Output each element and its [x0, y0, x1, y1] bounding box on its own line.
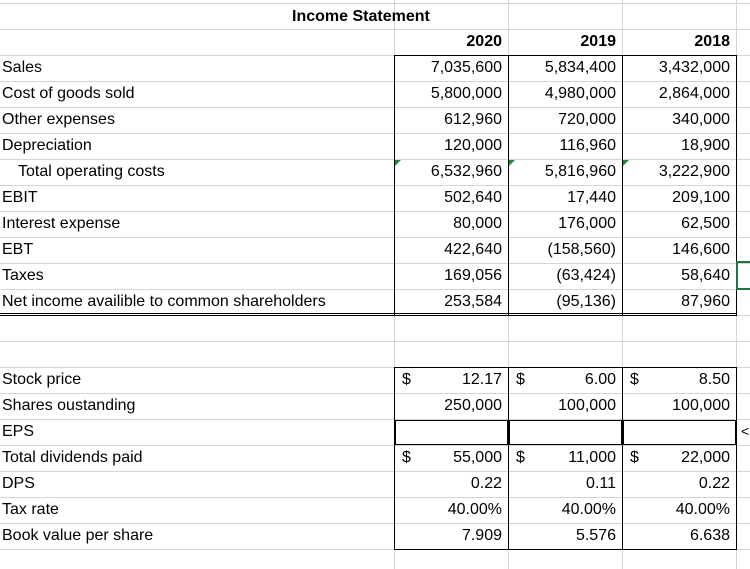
row-label-shares-outstanding[interactable]: Shares oustanding — [2, 397, 136, 414]
cell-depreciation-2019[interactable]: 116,960 — [559, 137, 616, 154]
currency-symbol: $ — [516, 371, 525, 388]
cell-taxes-2019[interactable]: (63,424) — [556, 267, 616, 284]
cell-border-box — [508, 55, 623, 316]
cell-ebit-2018[interactable]: 209,100 — [672, 189, 730, 206]
cell-other-expenses-2018[interactable]: 340,000 — [672, 111, 730, 128]
row-label-net-income[interactable]: Net income availible to common shareholders — [2, 293, 326, 310]
cell-border-box — [622, 55, 737, 316]
row-label-stock-price[interactable]: Stock price — [2, 371, 82, 388]
overflow-indicator: < — [741, 423, 750, 439]
cell-dps-2020[interactable]: 0.22 — [470, 475, 502, 492]
cell-other-expenses-2020[interactable]: 612,960 — [444, 111, 502, 128]
error-indicator-icon[interactable] — [509, 160, 515, 166]
cell-interest-expense-2018[interactable]: 62,500 — [681, 215, 730, 232]
cell-other-expenses-2019[interactable]: 720,000 — [558, 111, 616, 128]
cell-dividends-2018[interactable]: 22,000 — [681, 449, 730, 466]
cell-ebit-2020[interactable]: 502,640 — [444, 189, 502, 206]
row-label-ebt[interactable]: EBT — [2, 241, 34, 258]
row-label-dps[interactable]: DPS — [2, 475, 35, 492]
cell-stock-price-2020[interactable]: 12.17 — [461, 371, 502, 388]
cell-shares-2018[interactable]: 100,000 — [672, 397, 730, 414]
row-label-taxes[interactable]: Taxes — [2, 267, 44, 284]
year-header-2018[interactable]: 2018 — [694, 33, 730, 50]
cell-dividends-2019[interactable]: 11,000 — [568, 449, 616, 466]
row-label-cogs[interactable]: Cost of goods sold — [2, 85, 135, 102]
cell-total-operating-costs-2019[interactable]: 5,816,960 — [544, 163, 616, 180]
row-label-total-dividends[interactable]: Total dividends paid — [2, 449, 143, 466]
cell-shares-2020[interactable]: 250,000 — [444, 397, 502, 414]
currency-symbol: $ — [630, 449, 639, 466]
row-label-tax-rate[interactable]: Tax rate — [2, 501, 59, 518]
cell-border-box — [394, 367, 509, 550]
error-indicator-icon[interactable] — [623, 160, 629, 166]
cell-sales-2019[interactable]: 5,834,400 — [544, 59, 616, 76]
cell-net-income-2018[interactable]: 87,960 — [681, 293, 730, 310]
cell-total-operating-costs-2018[interactable]: 3,222,900 — [658, 163, 730, 180]
cell-sales-2018[interactable]: 3,432,000 — [658, 59, 730, 76]
row-label-interest-expense[interactable]: Interest expense — [2, 215, 121, 232]
row-label-other-expenses[interactable]: Other expenses — [2, 111, 115, 128]
row-label-ebit[interactable]: EBIT — [2, 189, 38, 206]
cell-sales-2020[interactable]: 7,035,600 — [430, 59, 502, 76]
cell-interest-expense-2020[interactable]: 80,000 — [453, 215, 502, 232]
currency-symbol: $ — [402, 371, 411, 388]
gridline — [0, 341, 750, 342]
sheet-title: Income Statement — [292, 8, 430, 25]
row-label-total-operating-costs[interactable]: Total operating costs — [18, 163, 165, 180]
cell-book-value-2019[interactable]: 5.576 — [575, 527, 616, 544]
cell-tax-rate-2019[interactable]: 40.00% — [561, 501, 616, 518]
cell-taxes-2018[interactable]: 58,640 — [681, 267, 730, 284]
cell-ebt-2020[interactable]: 422,640 — [444, 241, 502, 258]
row-label-depreciation[interactable]: Depreciation — [2, 137, 92, 154]
cell-dps-2019[interactable]: 0.11 — [586, 475, 616, 492]
cell-shares-2019[interactable]: 100,000 — [558, 397, 616, 414]
cell-border-box — [622, 367, 737, 550]
cell-dps-2018[interactable]: 0.22 — [698, 475, 730, 492]
currency-symbol: $ — [516, 449, 525, 466]
year-header-2019[interactable]: 2019 — [580, 33, 616, 50]
cell-net-income-2019[interactable]: (95,136) — [556, 293, 616, 310]
row-label-eps[interactable]: EPS — [2, 423, 35, 440]
cell-net-income-2020[interactable]: 253,584 — [444, 293, 502, 310]
cell-cogs-2020[interactable]: 5,800,000 — [430, 85, 502, 102]
cell-taxes-2020[interactable]: 169,056 — [444, 267, 502, 284]
cell-border-box — [394, 55, 509, 316]
cell-stock-price-2019[interactable]: 6.00 — [584, 371, 616, 388]
cell-book-value-2020[interactable]: 7.909 — [461, 527, 502, 544]
cell-cogs-2019[interactable]: 4,980,000 — [544, 85, 616, 102]
row-label-book-value[interactable]: Book value per share — [2, 527, 154, 544]
row-label-sales[interactable]: Sales — [2, 59, 43, 76]
year-header-2020[interactable]: 2020 — [466, 33, 502, 50]
cell-depreciation-2020[interactable]: 120,000 — [444, 137, 502, 154]
cell-ebt-2019[interactable]: (158,560) — [547, 241, 616, 258]
cell-border-box — [508, 367, 623, 550]
cell-ebit-2019[interactable]: 17,440 — [567, 189, 616, 206]
currency-symbol: $ — [402, 449, 411, 466]
cell-dividends-2020[interactable]: 55,000 — [453, 449, 502, 466]
cell-ebt-2018[interactable]: 146,600 — [672, 241, 730, 258]
selected-cell-indicator[interactable] — [736, 261, 750, 290]
cell-interest-expense-2019[interactable]: 176,000 — [558, 215, 616, 232]
cell-stock-price-2018[interactable]: 8.50 — [698, 371, 730, 388]
cell-book-value-2018[interactable]: 6.638 — [689, 527, 730, 544]
currency-symbol: $ — [630, 371, 639, 388]
double-underline — [0, 313, 737, 316]
cell-tax-rate-2020[interactable]: 40.00% — [447, 501, 502, 518]
cell-cogs-2018[interactable]: 2,864,000 — [658, 85, 730, 102]
cell-depreciation-2018[interactable]: 18,900 — [681, 137, 730, 154]
cell-total-operating-costs-2020[interactable]: 6,532,960 — [430, 163, 502, 180]
cell-tax-rate-2018[interactable]: 40.00% — [675, 501, 730, 518]
error-indicator-icon[interactable] — [395, 160, 401, 166]
